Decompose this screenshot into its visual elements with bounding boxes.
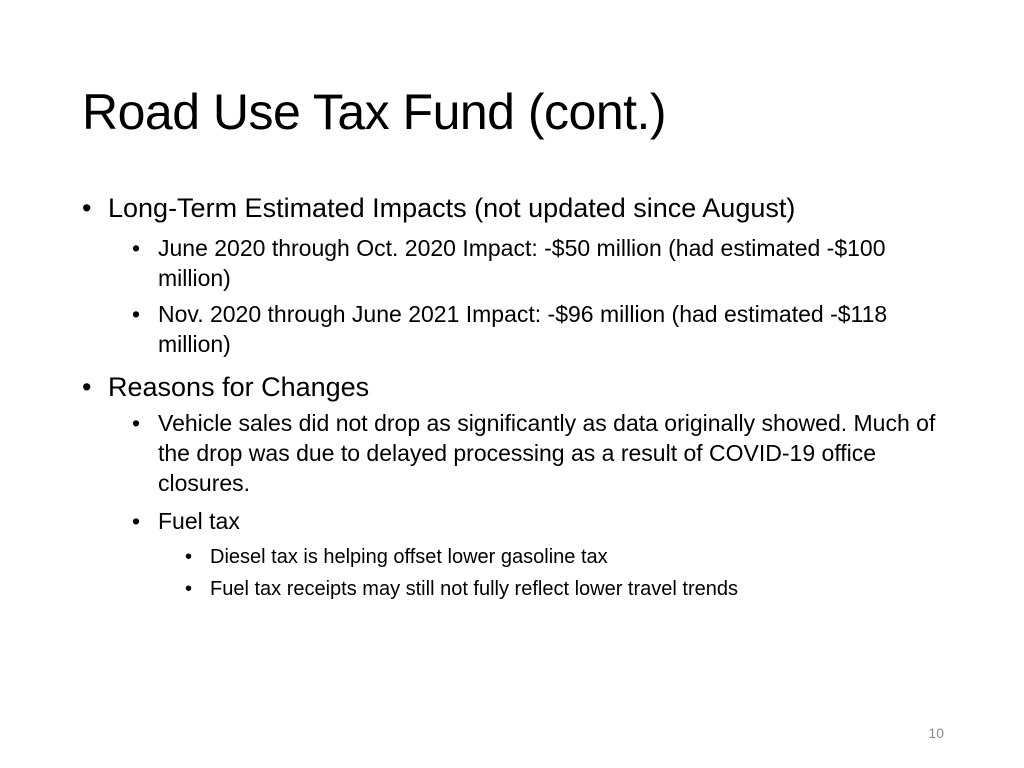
bullet-text: Fuel tax (158, 508, 240, 534)
bullet-dot: • (132, 508, 141, 534)
bullet-dot: • (185, 578, 193, 600)
bullet-dot: • (132, 301, 141, 327)
bullet-reasons-for-changes (82, 371, 942, 404)
bullet-text: Long-Term Estimated Impacts (not updated since August) (108, 193, 796, 223)
bullet-dot: • (82, 372, 92, 402)
sub-sub-bullet-fuel-tax-receipts (82, 576, 942, 602)
bullet-dot: • (132, 410, 141, 436)
sub-bullet-nov-june-impact (82, 299, 942, 359)
page-number: 10 (928, 725, 944, 741)
sub-bullet-june-oct-impact (82, 233, 942, 293)
bullet-text: June 2020 through Oct. 2020 Impact: -$50 million (had estimated -$100 million) (158, 235, 886, 291)
sub-bullet-fuel-tax (82, 506, 942, 536)
bullet-text: Reasons for Changes (108, 372, 370, 402)
bullet-dot: • (82, 193, 92, 223)
bullet-text: Fuel tax receipts may still not fully reflect lower travel trends (210, 578, 738, 600)
bullet-long-term-impacts (82, 192, 942, 225)
bullet-dot: • (132, 235, 141, 261)
bullet-list (82, 192, 942, 602)
sub-sub-bullet-diesel-tax (82, 544, 942, 570)
bullet-text: Diesel tax is helping offset lower gasoline tax (210, 546, 608, 568)
sub-bullet-vehicle-sales (82, 408, 942, 498)
bullet-text: Nov. 2020 through June 2021 Impact: -$96 million (had estimated -$118 million) (158, 301, 888, 357)
bullet-text: Vehicle sales did not drop as significantly as data originally showed. Much of the drop was due to delayed processing as a result of COVID-19 office closures. (158, 410, 936, 496)
bullet-dot: • (185, 546, 193, 568)
slide-title: Road Use Tax Fund (cont.) (82, 84, 667, 140)
